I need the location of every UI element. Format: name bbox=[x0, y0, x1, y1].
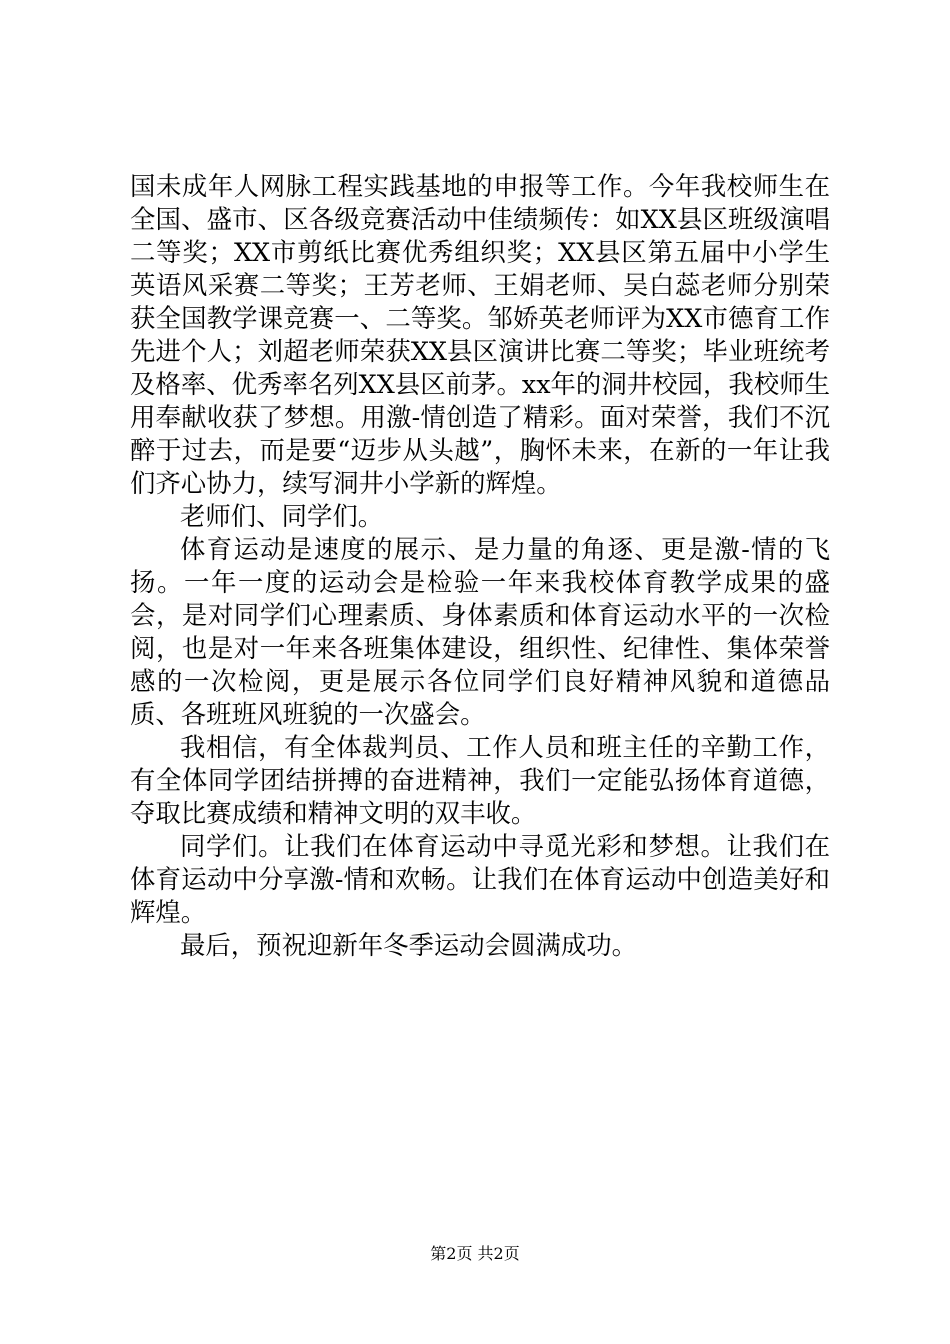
paragraph-2: 老师们、同学们。 bbox=[180, 501, 384, 531]
paragraph-6: 最后，预祝迎新年冬季运动会圆满成功。 bbox=[180, 930, 638, 960]
paragraph-3: 体育运动是速度的展示、是力量的角逐、更是激-情的飞扬。一年一度的运动会是检验一年来我校体育教学成果的盛会，是对同学们心理素质、身体素质和体育运动水平的一次检阅，也是对一年来各班集体建设，组织性、纪律性、集体荣誉感的一次检阅，更是展示各位同学们良好精神风貌和道德品质、各班班风班貌的一次盛会。 bbox=[130, 534, 830, 729]
page-number-footer: 第2页 共2页 bbox=[430, 1244, 520, 1263]
document-body bbox=[130, 170, 830, 962]
paragraph-5: 同学们。让我们在体育运动中寻觅光彩和梦想。让我们在体育运动中分享激-情和欢畅。让我们在体育运动中创造美好和辉煌。 bbox=[130, 831, 830, 927]
paragraph-4: 我相信，有全体裁判员、工作人员和班主任的辛勤工作，有全体同学团结拼搏的奋进精神，我们一定能弘扬体育道德，夺取比赛成绩和精神文明的双丰收。 bbox=[130, 732, 830, 828]
paragraph-1: 国未成年人网脉工程实践基地的申报等工作。今年我校师生在全国、盛市、区各级竞赛活动中佳绩频传：如XX县区班级演唱二等奖；XX市剪纸比赛优秀组织奖；XX县区第五届中小学生英语风采赛二等奖；王芳老师、王娟老师、吴白蕊老师分别荣获全国教学课竞赛一、二等奖。邹娇英老师评为XX市德育工作先进个人；刘超老师荣获XX县区演讲比赛二等奖；毕业班统考及格率、优秀率名列XX县区前茅。xx年的洞井校园，我校师生用奉献收获了梦想。用激-情创造了精彩。面对荣誉，我们不沉醉于过去，而是要“迈步从头越”，胸怀未来，在新的一年让我们齐心协力，续写洞井小学新的辉煌。 bbox=[130, 171, 830, 498]
